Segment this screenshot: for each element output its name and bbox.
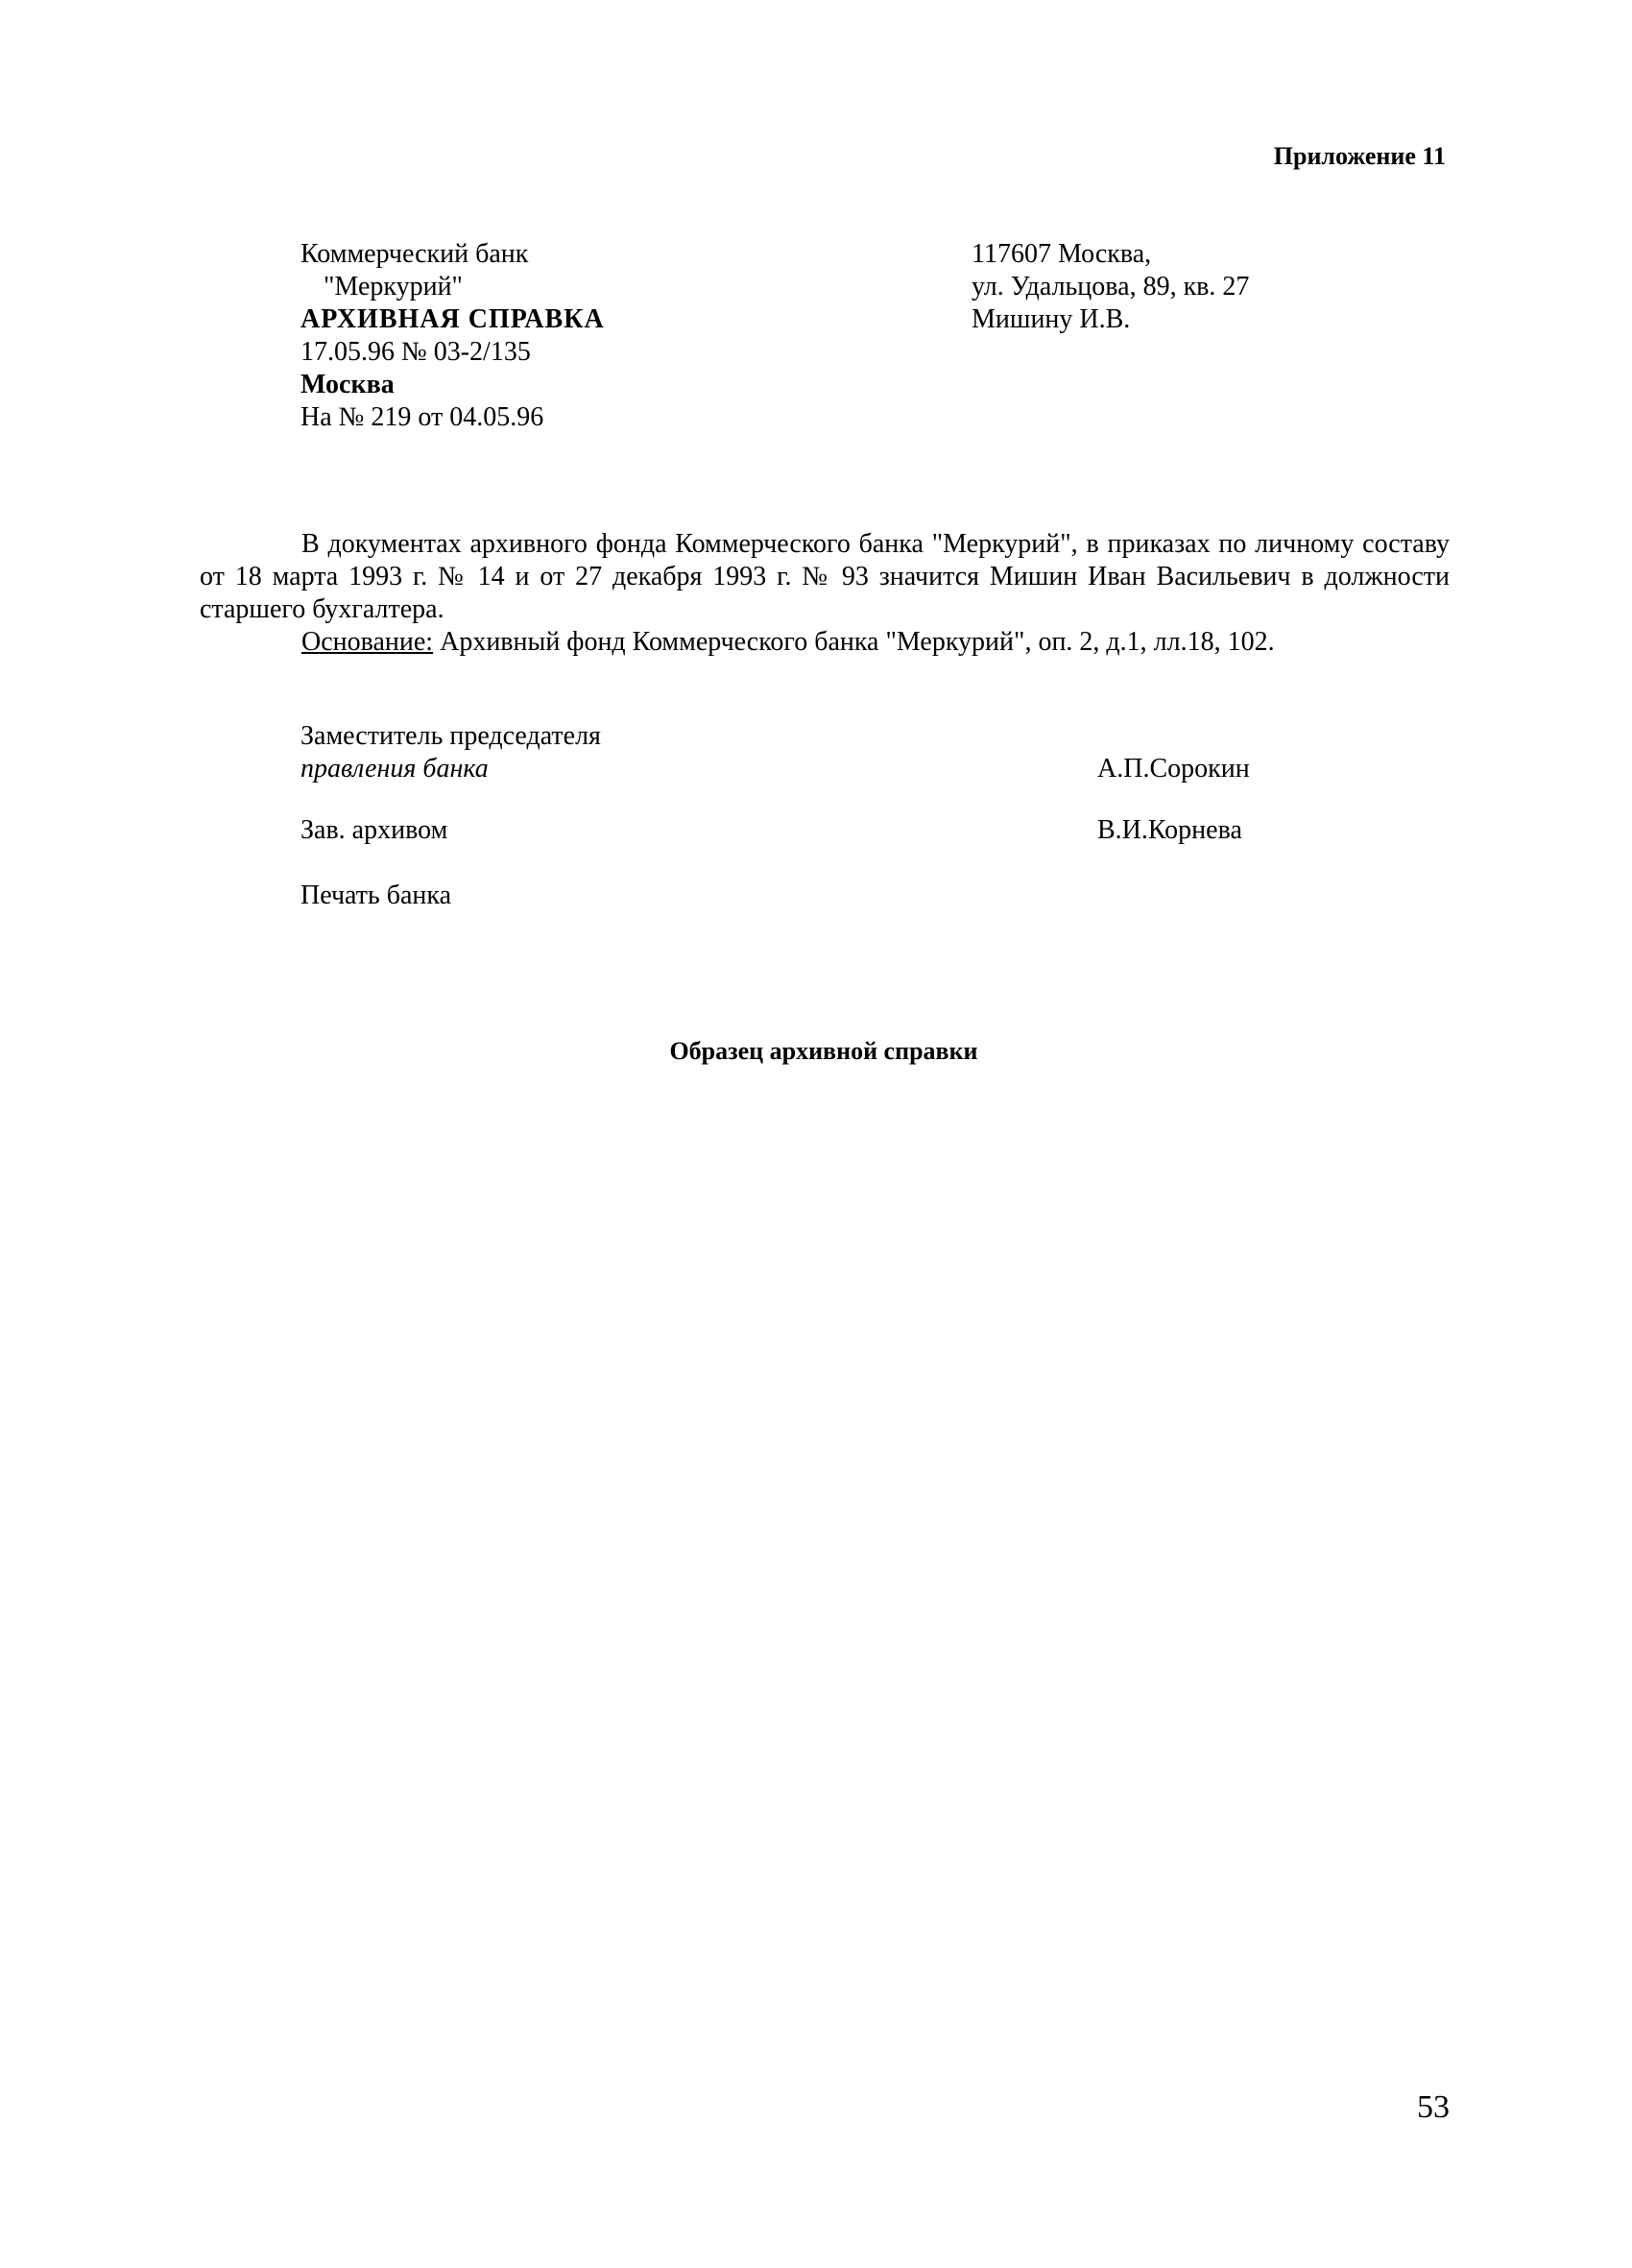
deputy-name: А.П.Сорокин (1097, 754, 1250, 784)
recipient-name: Мишину И.В. (972, 304, 1131, 334)
basis-label: Основание: (301, 627, 434, 657)
recipient-block (972, 238, 1452, 336)
signatures-block (300, 720, 1356, 912)
document-city: Москва (300, 370, 395, 399)
sender-block (300, 238, 800, 434)
document-reference: На № 219 от 04.05.96 (300, 402, 544, 432)
document-date-number: 17.05.96 № 03-2/135 (300, 337, 531, 367)
archive-signature-row (300, 814, 1356, 880)
bank-name: "Меркурий" (324, 272, 463, 302)
basis-text: Архивный фонд Коммерческого банка "Меркурий", оп. 2, д.1, лл.18, 102. (440, 627, 1275, 657)
recipient-postcode-city: 117607 Москва, (972, 239, 1152, 269)
deputy-role-line2: правления банка (300, 754, 489, 784)
document-title: АРХИВНАЯ СПРАВКА (300, 304, 605, 334)
deputy-role-line1: Заместитель председателя (300, 721, 601, 751)
page-number: 53 (1417, 2089, 1450, 2125)
archive-head-name: В.И.Корнева (1097, 815, 1242, 845)
certificate-paragraph: В документах архивного фонда Коммерческого банка "Меркурий", в приказах по личному составу от 18 марта 1993 г. № 14 и от 27 декабря 1993 г. № 93 значится Мишин Иван Васильевич в должности старшего бухгалтера. (200, 529, 1450, 624)
basis-line (200, 626, 1450, 659)
bank-seal-label: Печать банка (300, 881, 452, 910)
figure-caption: Образец архивной справки (669, 1037, 978, 1065)
deputy-role (300, 720, 876, 785)
archive-role: Зав. архивом (300, 815, 448, 845)
bank-type-line: Коммерческий банк (300, 239, 529, 269)
certificate-body (200, 528, 1450, 659)
deputy-signature-row (300, 720, 1356, 814)
appendix-label: Приложение 11 (1273, 142, 1446, 170)
recipient-street: ул. Удальцова, 89, кв. 27 (972, 272, 1250, 302)
